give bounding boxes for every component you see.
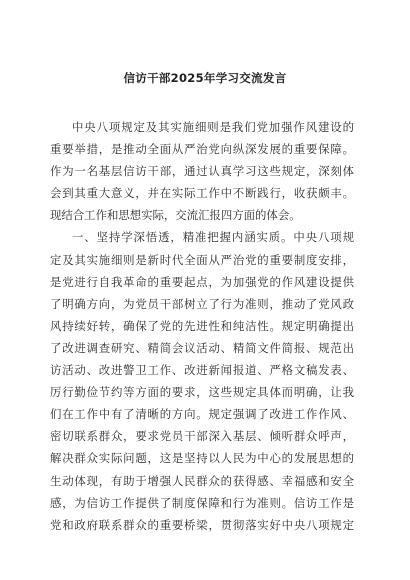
paragraph-line: 重要举措，是推动全面从严治党向纵深发展的重要保障。 — [50, 142, 354, 157]
paragraph-line: 解决群众实际问题，这是坚持以人民为中心的发展思想的 — [50, 451, 354, 466]
paragraph-line: 们在工作中有了清晰的方向。规定强调了改进工作作风、 — [50, 407, 354, 422]
paragraph-line: 厉行勤俭节约等方面的要求，这些规定具体而明确，让我 — [50, 385, 354, 400]
paragraph-line: 生动体现，有助于增强人民群众的获得感、幸福感和安全 — [50, 473, 354, 488]
paragraph-line: 现结合工作和思想实际，交流汇报四方面的体会。 — [50, 208, 301, 223]
paragraph-line: 密切联系群众，要求党员干部深入基层、倾听群众呼声， — [50, 429, 354, 444]
paragraph-line: 党和政府联系群众的重要桥梁，贯彻落实好中央八项规定 — [50, 517, 354, 532]
document-title: 信访干部2025年学习交流发言 — [123, 71, 287, 85]
paragraph-line: 是党进行自我革命的重要起点，为加强党的作风建设提供 — [50, 274, 354, 289]
paragraph-line: 会到其重大意义，并在实际工作中不断践行，收获颇丰。 — [50, 186, 354, 201]
paragraph-line: 中央八项规定及其实施细则是我们党加强作风建设的 — [72, 120, 354, 134]
paragraph-line: 了明确方向，为党员干部树立了行为准则，推动了党风政 — [50, 296, 354, 311]
paragraph-line: 访活动、改进警卫工作、改进新闻报道、严格文稿发表、 — [50, 363, 354, 378]
paragraph-line: 一、坚持学深悟透，精准把握内涵实质。中央八项规 — [72, 230, 354, 245]
paragraph-line: 定及其实施细则是新时代全面从严治党的重要制度安排， — [50, 252, 354, 267]
paragraph-line: 了改进调查研究、精简会议活动、精简文件简报、规范出 — [50, 340, 354, 355]
paragraph-line: 作为一名基层信访干部，通过认真学习这些规定，深刻体 — [50, 164, 354, 179]
paragraph-line: 风持续好转，确保了党的先进性和纯洁性。规定明确提出 — [50, 318, 354, 333]
document-body — [50, 116, 354, 536]
paragraph-line: 感，为信访工作提供了制度保障和行为准则。信访工作是 — [50, 495, 354, 510]
